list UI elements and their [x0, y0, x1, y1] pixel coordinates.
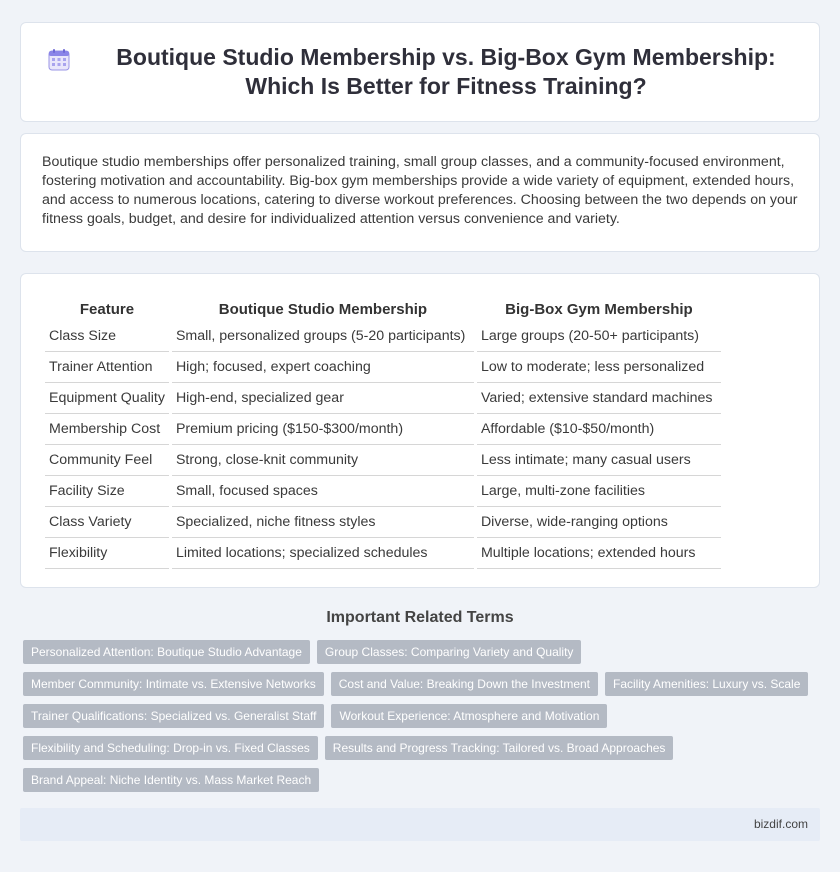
- table-cell: Large groups (20-50+ participants): [477, 321, 721, 352]
- table-cell: Strong, close-knit community: [172, 445, 474, 476]
- intro-paragraph: Boutique studio memberships offer personalized training, small group classes, and a community-focused environment, fostering motivation and accountability. Big-box gym memberships provide a wide variety of equipment, extended hours, and access to numerous locations, catering to diverse workout preferences. Choosing between the two depends on your fitness goals, budget, and desire for individualized attention versus convenience and variety.: [42, 154, 798, 227]
- table-cell: High-end, specialized gear: [172, 383, 474, 414]
- table-cell: Premium pricing ($150-$300/month): [172, 414, 474, 445]
- table-cell: Class Variety: [45, 507, 169, 538]
- title-card: [20, 22, 820, 122]
- page-title: Boutique Studio Membership vs. Big-Box Gym Membership: Which Is Better for Fitness Training?: [116, 44, 776, 99]
- comparison-card: [20, 273, 820, 588]
- table-row: [45, 538, 721, 569]
- table-row: [45, 445, 721, 476]
- table-row: [45, 383, 721, 414]
- table-row: [45, 352, 721, 383]
- related-term-tag[interactable]: Personalized Attention: Boutique Studio Advantage: [23, 640, 310, 664]
- related-term-tag[interactable]: Brand Appeal: Niche Identity vs. Mass Market Reach: [23, 768, 319, 792]
- table-cell: Less intimate; many casual users: [477, 445, 721, 476]
- table-cell: Diverse, wide-ranging options: [477, 507, 721, 538]
- related-term-tag[interactable]: Results and Progress Tracking: Tailored vs. Broad Approaches: [325, 736, 674, 760]
- related-term-tag[interactable]: Trainer Qualifications: Specialized vs. Generalist Staff: [23, 704, 324, 728]
- table-row: [45, 321, 721, 352]
- related-term-tag[interactable]: Cost and Value: Breaking Down the Investment: [331, 672, 598, 696]
- table-row: [45, 414, 721, 445]
- table-row: [45, 476, 721, 507]
- table-cell: Low to moderate; less personalized: [477, 352, 721, 383]
- related-term-tag[interactable]: Flexibility and Scheduling: Drop-in vs. Fixed Classes: [23, 736, 318, 760]
- table-cell: Affordable ($10-$50/month): [477, 414, 721, 445]
- table-cell: Facility Size: [45, 476, 169, 507]
- table-cell: Trainer Attention: [45, 352, 169, 383]
- calendar-icon: [47, 48, 71, 72]
- related-terms-list: [23, 640, 823, 800]
- table-cell: Multiple locations; extended hours: [477, 538, 721, 569]
- table-cell: Membership Cost: [45, 414, 169, 445]
- comparison-table: [42, 294, 724, 569]
- table-cell: Varied; extensive standard machines: [477, 383, 721, 414]
- intro-card: [20, 133, 820, 252]
- table-cell: Small, personalized groups (5-20 participants): [172, 321, 474, 352]
- table-cell: Limited locations; specialized schedules: [172, 538, 474, 569]
- column-header-feature: Feature: [79, 300, 135, 318]
- table-header-row: [45, 294, 721, 321]
- related-term-tag[interactable]: Member Community: Intimate vs. Extensive Networks: [23, 672, 324, 696]
- table-cell: Specialized, niche fitness styles: [172, 507, 474, 538]
- table-cell: Small, focused spaces: [172, 476, 474, 507]
- table-cell: Large, multi-zone facilities: [477, 476, 721, 507]
- related-term-tag[interactable]: Group Classes: Comparing Variety and Quality: [317, 640, 582, 664]
- related-term-tag[interactable]: Workout Experience: Atmosphere and Motivation: [331, 704, 607, 728]
- table-row: [45, 507, 721, 538]
- column-header-bigbox: Big-Box Gym Membership: [505, 300, 693, 318]
- table-cell: Equipment Quality: [45, 383, 169, 414]
- table-cell: Flexibility: [45, 538, 169, 569]
- column-header-boutique: Boutique Studio Membership: [218, 300, 428, 318]
- table-cell: Class Size: [45, 321, 169, 352]
- table-cell: High; focused, expert coaching: [172, 352, 474, 383]
- footer: [20, 808, 820, 841]
- table-cell: Community Feel: [45, 445, 169, 476]
- related-term-tag[interactable]: Facility Amenities: Luxury vs. Scale: [605, 672, 808, 696]
- footer-site-link[interactable]: bizdif.com: [753, 817, 808, 831]
- related-terms-heading: Important Related Terms: [326, 609, 514, 626]
